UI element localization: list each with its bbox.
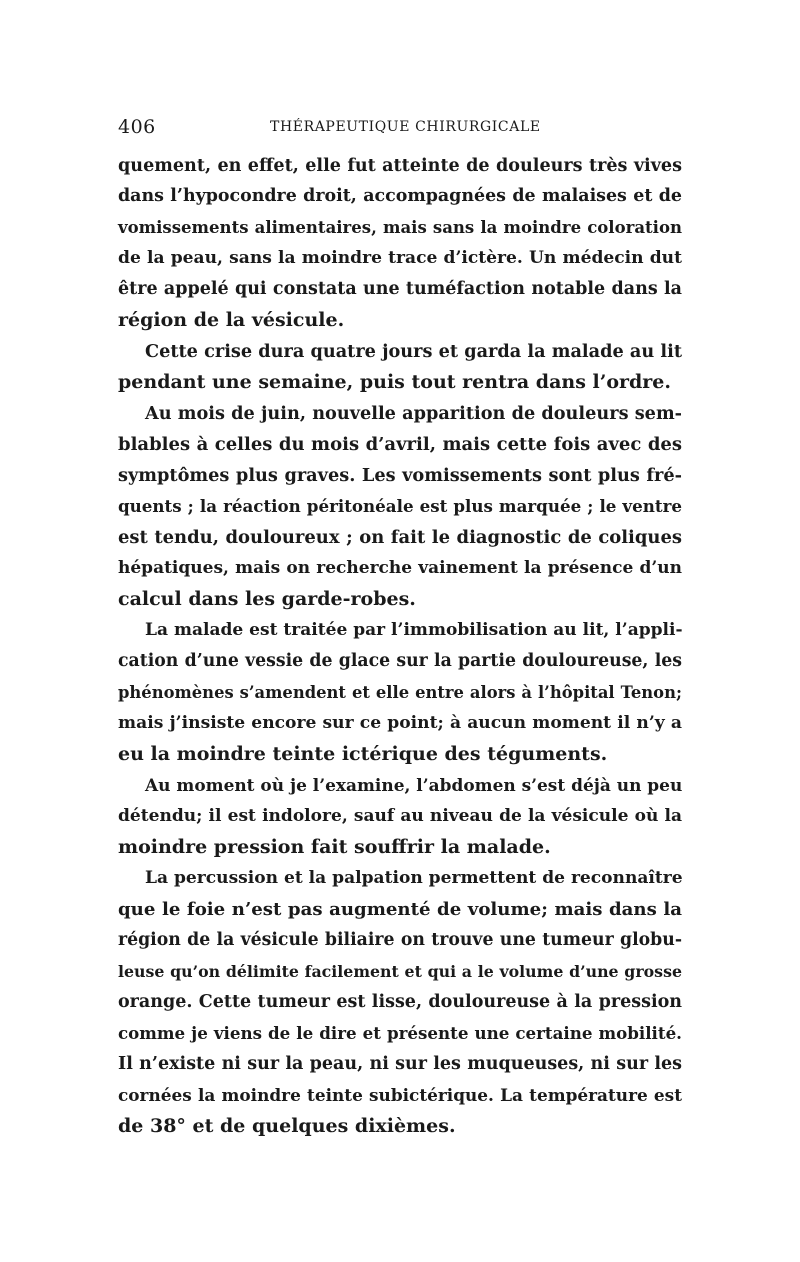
- running-title: THÉRAPEUTIQUE CHIRURGICALE: [270, 119, 541, 135]
- text-line: quents ; la réaction péritonéale est plus marquée ; le ventre: [118, 496, 682, 516]
- paragraph-start-line: Au moment où je l’examine, l’abdomen s’est déjà un peu: [145, 775, 683, 795]
- text-line: mais j’insiste encore sur ce point; à aucun moment il n’y a: [118, 713, 682, 733]
- text-line: calcul dans les garde-robes.: [118, 588, 416, 610]
- text-line: orange. Cette tumeur est lisse, douloureuse à la pression: [118, 992, 682, 1012]
- text-line: cation d’une vessie de glace sur la partie douloureuse, les: [118, 651, 682, 671]
- text-line: leuse qu’on délimite facilement et qui a le volume d’une grosse: [118, 962, 682, 981]
- body-text: [118, 150, 682, 1142]
- text-line: cornées la moindre teinte subictérique. La température est: [118, 1085, 682, 1105]
- text-line: que le foie n’est pas augmenté de volume; mais dans la: [118, 899, 682, 920]
- text-line: dans l’hypocondre droit, accompagnées de malaises et de: [118, 186, 682, 206]
- text-line: quement, en effet, elle fut atteinte de douleurs très vives: [118, 155, 682, 176]
- text-line: phénomènes s’amendent et elle entre alors à l’hôpital Tenon;: [118, 683, 682, 702]
- page-header: [118, 116, 682, 140]
- text-line: comme je viens de le dire et présente une certaine mobilité.: [118, 1023, 682, 1043]
- text-line: de 38° et de quelques dixièmes.: [118, 1115, 456, 1137]
- text-line: être appelé qui constata une tuméfaction notable dans la: [118, 279, 682, 299]
- text-line: de la peau, sans la moindre trace d’ictère. Un médecin dut: [118, 248, 682, 268]
- text-line: hépatiques, mais on recherche vainement la présence d’un: [118, 558, 682, 578]
- text-line: blables à celles du mois d’avril, mais cette fois avec des: [118, 434, 682, 455]
- text-line: pendant une semaine, puis tout rentra dans l’ordre.: [118, 371, 672, 393]
- text-line: Il n’existe ni sur la peau, ni sur les muqueuses, ni sur les: [118, 1054, 682, 1074]
- text-line: eu la moindre teinte ictérique des téguments.: [118, 743, 608, 765]
- paragraph-start-line: La malade est traitée par l’immobilisation au lit, l’appli-: [145, 620, 683, 640]
- text-line: région de la vésicule biliaire on trouve une tumeur globu-: [118, 930, 682, 950]
- text-line: vomissements alimentaires, mais sans la moindre coloration: [118, 217, 682, 237]
- text-line: est tendu, douloureux ; on fait le diagnostic de coliques: [118, 527, 682, 548]
- paragraph-start-line: Au mois de juin, nouvelle apparition de douleurs sem-: [145, 403, 682, 424]
- text-line: région de la vésicule.: [118, 309, 345, 331]
- text-line: détendu; il est indolore, sauf au niveau de la vésicule où la: [118, 806, 682, 826]
- page-number: 406: [118, 116, 156, 138]
- paragraph-start-line: La percussion et la palpation permettent de reconnaître: [145, 868, 683, 888]
- text-line: symptômes plus graves. Les vomissements sont plus fré-: [118, 465, 682, 486]
- paragraph-start-line: Cette crise dura quatre jours et garda la malade au lit: [145, 341, 682, 362]
- text-line: moindre pression fait souffrir la malade.: [118, 836, 551, 858]
